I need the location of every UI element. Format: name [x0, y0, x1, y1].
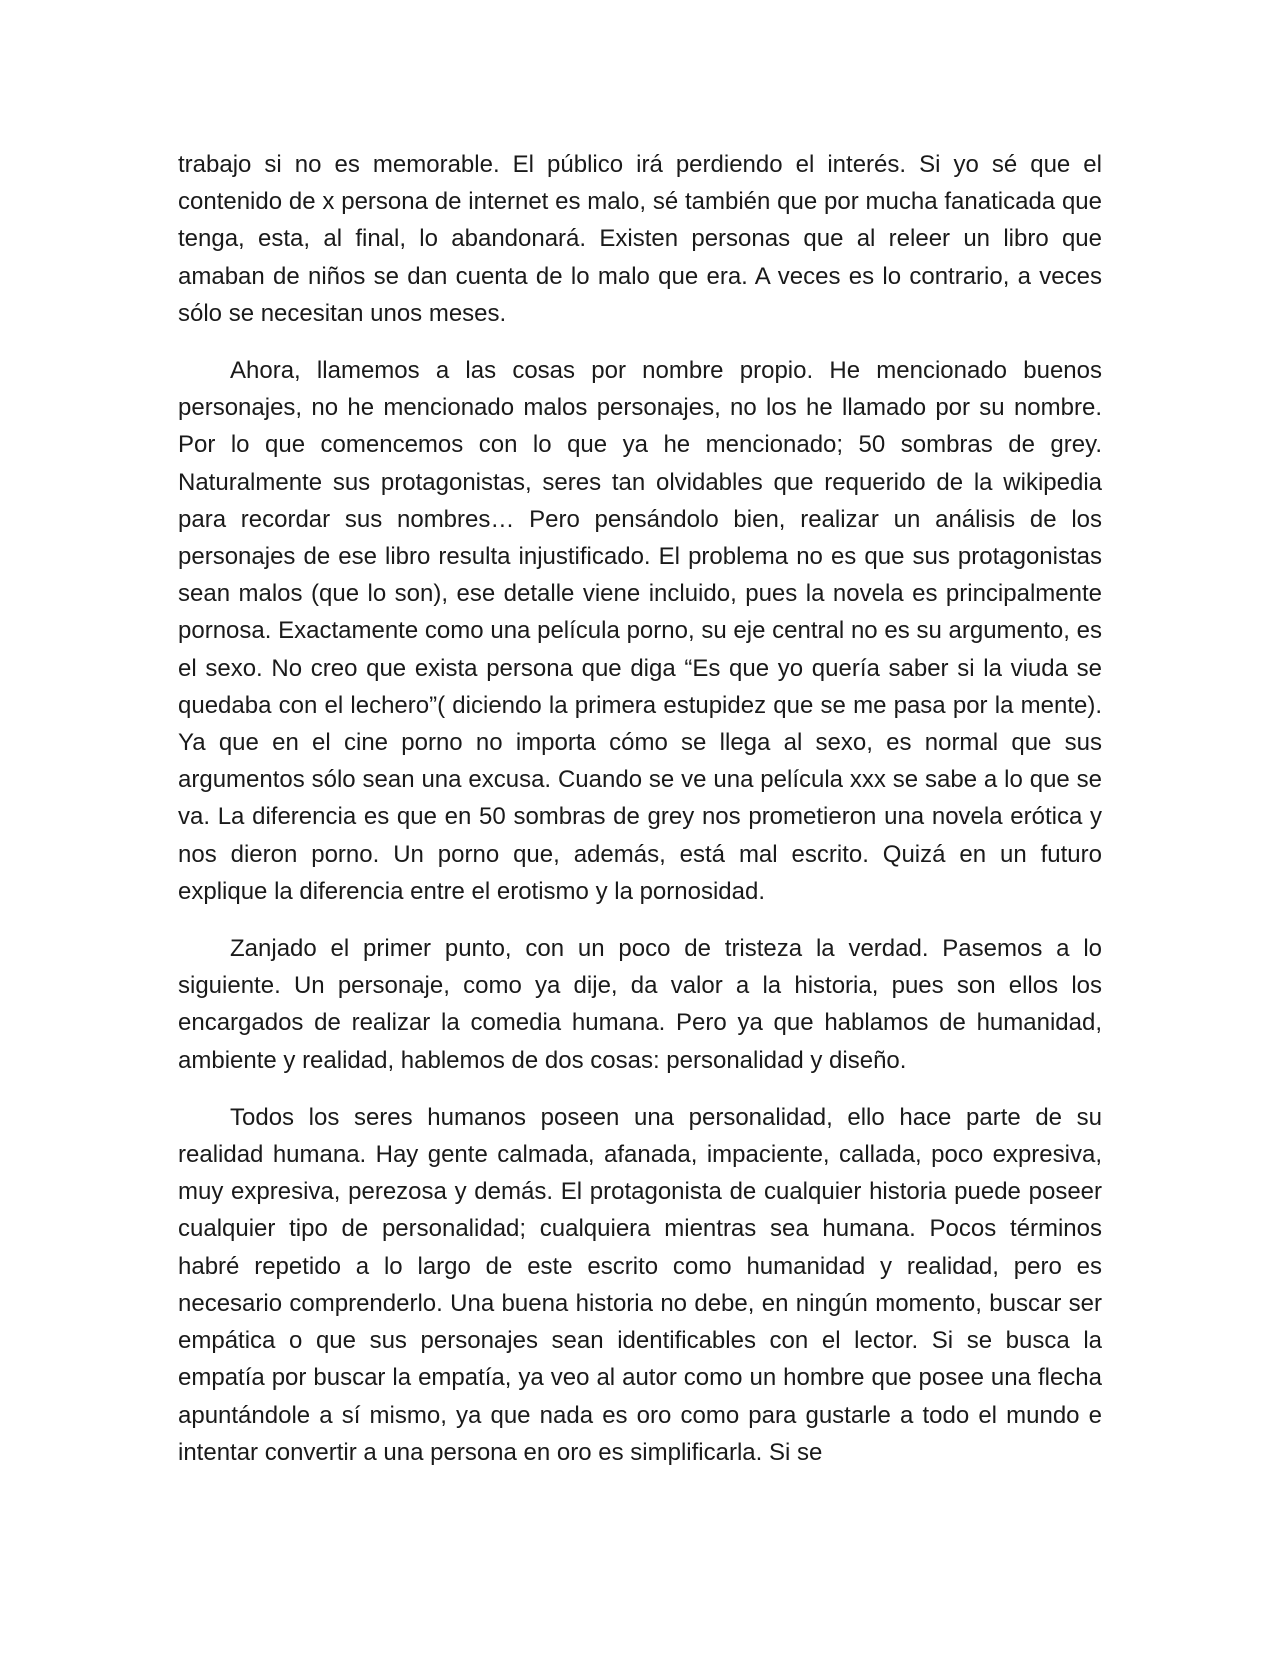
- document-body: [178, 146, 1102, 1471]
- paragraph-personalidad: Todos los seres humanos poseen una personalidad, ello hace parte de su realidad humana. Hay gente calmada, afanada, impaciente, callada, poco expresiva, muy expresiva, perezosa y demás. El protagonista de cualquier historia puede poseer cualquier tipo de personalidad; cualquiera mientras sea humana. Pocos términos habré repetido a lo largo de este escrito como humanidad y realidad, pero es necesario comprenderlo. Una buena historia no debe, en ningún momento, buscar ser empática o que sus personajes sean identificables con el lector. Si se busca la empatía por buscar la empatía, ya veo al autor como un hombre que posee una flecha apuntándole a sí mismo, ya que nada es oro como para gustarle a todo el mundo e intentar convertir a una persona en oro es simplificarla. Si se: [178, 1103, 1102, 1466]
- paragraph-personajes: Ahora, llamemos a las cosas por nombre propio. He mencionado buenos personajes, no he mencionado malos personajes, no los he llamado por su nombre. Por lo que comencemos con lo que ya he mencionado; 50 sombras de grey. Naturalmente sus protagonistas, seres tan olvidables que requerido de la wikipedia para recordar sus nombres… Pero pensándolo bien, realizar un análisis de los personajes de ese libro resulta injustificado. El problema no es que sus protagonistas sean malos (que lo son), ese detalle viene incluido, pues la novela es principalmente pornosa. Exactamente como una película porno, su eje central no es su argumento, es el sexo. No creo que exista persona que diga “Es que yo quería saber si la viuda se quedaba con el lechero”( diciendo la primera estupidez que se me pasa por la mente). Ya que en el cine porno no importa cómo se llega al sexo, es normal que sus argumentos sólo sean una excusa. Cuando se ve una película xxx se sabe a lo que se va. La diferencia es que en 50 sombras de grey nos prometieron una novela erótica y nos dieron porno. Un porno que, además, está mal escrito. Quizá en un futuro explique la diferencia entre el erotismo y la pornosidad.: [178, 357, 1102, 905]
- paragraph-continued: trabajo si no es memorable. El público irá perdiendo el interés. Si yo sé que el contenido de x persona de internet es malo, sé también que por mucha fanaticada que tenga, esta, al final, lo abandonará. Existen personas que al releer un libro que amaban de niños se dan cuenta de lo malo que era. A veces es lo contrario, a veces sólo se necesitan unos meses.: [178, 151, 1102, 327]
- paragraph-zanjado: Zanjado el primer punto, con un poco de tristeza la verdad. Pasemos a lo siguiente. Un personaje, como ya dije, da valor a la historia, pues son ellos los encargados de realizar la comedia humana. Pero ya que hablamos de humanidad, ambiente y realidad, hablemos de dos cosas: personalidad y diseño.: [178, 935, 1102, 1074]
